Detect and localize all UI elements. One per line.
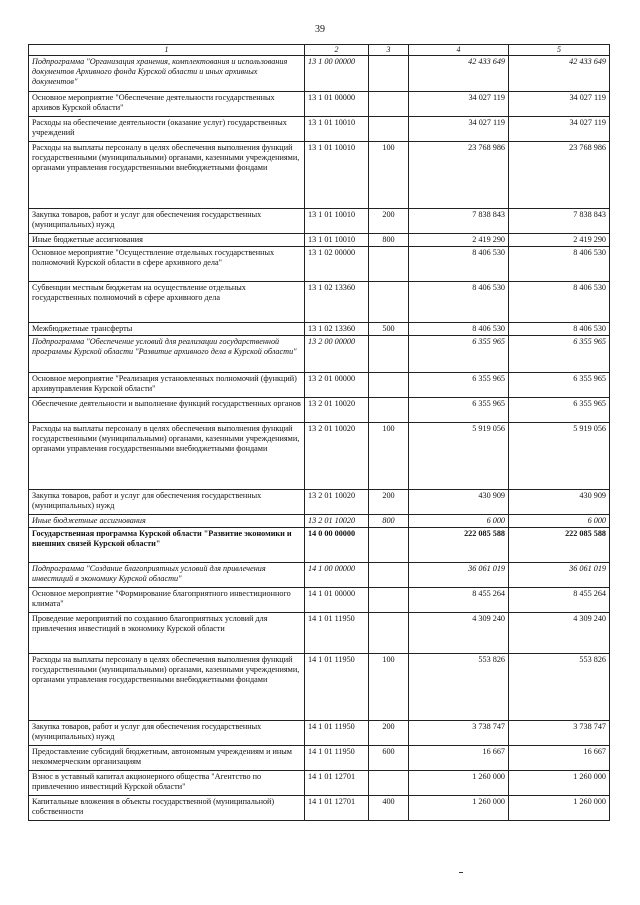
row-sum-year1-cell: 36 061 019 bbox=[409, 563, 509, 588]
row-sum-year2-cell: 8 406 530 bbox=[509, 282, 610, 323]
table-row bbox=[29, 746, 610, 771]
row-name-cell: Иные бюджетные ассигнования bbox=[29, 515, 305, 528]
table-row bbox=[29, 398, 610, 423]
header-col-5: 5 bbox=[509, 45, 610, 56]
row-sum-year1-cell: 6 355 965 bbox=[409, 398, 509, 423]
row-vr-cell: 500 bbox=[369, 323, 409, 336]
row-sum-year2-cell: 4 309 240 bbox=[509, 613, 610, 654]
row-vr-cell bbox=[369, 373, 409, 398]
row-vr-cell: 200 bbox=[369, 209, 409, 234]
row-sum-year2-cell: 6 000 bbox=[509, 515, 610, 528]
row-sum-year2-cell: 36 061 019 bbox=[509, 563, 610, 588]
row-code-cell: 13 2 01 00000 bbox=[305, 373, 369, 398]
row-sum-year1-cell: 1 260 000 bbox=[409, 771, 509, 796]
row-sum-year1-cell: 23 768 986 bbox=[409, 142, 509, 209]
row-sum-year2-cell: 3 738 747 bbox=[509, 721, 610, 746]
row-vr-cell bbox=[369, 247, 409, 282]
header-col-4: 4 bbox=[409, 45, 509, 56]
row-name-cell: Закупка товаров, работ и услуг для обеспечения государственных (муниципальных) нужд bbox=[29, 490, 305, 515]
row-sum-year2-cell: 6 355 965 bbox=[509, 398, 610, 423]
row-code-cell: 13 1 01 10010 bbox=[305, 117, 369, 142]
row-sum-year1-cell: 2 419 290 bbox=[409, 234, 509, 247]
row-vr-cell: 200 bbox=[369, 490, 409, 515]
row-vr-cell: 200 bbox=[369, 721, 409, 746]
row-name-cell: Иные бюджетные ассигнования bbox=[29, 234, 305, 247]
row-sum-year2-cell: 5 919 056 bbox=[509, 423, 610, 490]
row-vr-cell bbox=[369, 336, 409, 373]
row-code-cell: 14 1 01 00000 bbox=[305, 588, 369, 613]
row-sum-year1-cell: 553 826 bbox=[409, 654, 509, 721]
table-row bbox=[29, 515, 610, 528]
row-sum-year2-cell: 23 768 986 bbox=[509, 142, 610, 209]
row-sum-year1-cell: 4 309 240 bbox=[409, 613, 509, 654]
row-sum-year2-cell: 430 909 bbox=[509, 490, 610, 515]
row-code-cell: 13 1 02 00000 bbox=[305, 247, 369, 282]
row-vr-cell: 100 bbox=[369, 654, 409, 721]
table-row bbox=[29, 92, 610, 117]
row-sum-year2-cell: 8 406 530 bbox=[509, 323, 610, 336]
row-name-cell: Расходы на выплаты персоналу в целях обеспечения выполнения функций государственными (муниципальными) органами, казенными учреждениями, органами управления государственными внебюджетными фондами bbox=[29, 423, 305, 490]
row-code-cell: 13 1 01 10010 bbox=[305, 234, 369, 247]
row-name-cell: Основное мероприятие "Обеспечение деятельности государственных архивов Курской области" bbox=[29, 92, 305, 117]
row-code-cell: 14 1 00 00000 bbox=[305, 563, 369, 588]
row-vr-cell bbox=[369, 282, 409, 323]
table-row bbox=[29, 247, 610, 282]
row-name-cell: Основное мероприятие "Формирование благоприятного инвестиционного климата" bbox=[29, 588, 305, 613]
header-col-2: 2 bbox=[305, 45, 369, 56]
row-name-cell: Капитальные вложения в объекты государственной (муниципальной) собственности bbox=[29, 796, 305, 821]
row-sum-year1-cell: 8 406 530 bbox=[409, 247, 509, 282]
header-col-1: 1 bbox=[29, 45, 305, 56]
row-code-cell: 14 1 01 11950 bbox=[305, 654, 369, 721]
row-code-cell: 13 2 01 10020 bbox=[305, 398, 369, 423]
header-col-3: 3 bbox=[369, 45, 409, 56]
row-sum-year2-cell: 7 838 843 bbox=[509, 209, 610, 234]
row-code-cell: 13 2 01 10020 bbox=[305, 423, 369, 490]
row-name-cell: Расходы на выплаты персоналу в целях обеспечения выполнения функций государственными (муниципальными) органами, казенными учреждениями, органами управления государственными внебюджетными фондами bbox=[29, 142, 305, 209]
table-row bbox=[29, 373, 610, 398]
row-code-cell: 14 0 00 00000 bbox=[305, 528, 369, 563]
table-row bbox=[29, 209, 610, 234]
row-sum-year2-cell: 553 826 bbox=[509, 654, 610, 721]
row-code-cell: 13 2 01 10020 bbox=[305, 490, 369, 515]
row-code-cell: 13 1 01 10010 bbox=[305, 209, 369, 234]
row-sum-year1-cell: 8 406 530 bbox=[409, 282, 509, 323]
row-sum-year2-cell: 8 455 264 bbox=[509, 588, 610, 613]
row-name-cell: Закупка товаров, работ и услуг для обеспечения государственных (муниципальных) нужд bbox=[29, 209, 305, 234]
row-name-cell: Обеспечение деятельности и выполнение функций государственных органов bbox=[29, 398, 305, 423]
row-sum-year1-cell: 6 000 bbox=[409, 515, 509, 528]
row-name-cell: Государственная программа Курской области "Развитие экономики и внешних связей Курской области" bbox=[29, 528, 305, 563]
row-sum-year2-cell: 1 260 000 bbox=[509, 796, 610, 821]
table-row bbox=[29, 613, 610, 654]
table-row bbox=[29, 234, 610, 247]
table-header-row bbox=[29, 45, 610, 56]
table-row bbox=[29, 796, 610, 821]
row-sum-year1-cell: 3 738 747 bbox=[409, 721, 509, 746]
table-row bbox=[29, 56, 610, 92]
row-code-cell: 13 1 01 00000 bbox=[305, 92, 369, 117]
row-sum-year2-cell: 16 667 bbox=[509, 746, 610, 771]
table-row bbox=[29, 528, 610, 563]
table-row bbox=[29, 771, 610, 796]
table-row bbox=[29, 490, 610, 515]
row-name-cell: Взнос в уставный капитал акционерного общества "Агентство по привлечению инвестиций Курской области" bbox=[29, 771, 305, 796]
row-name-cell: Основное мероприятие "Реализация установленных полномочий (функций) архивуправления Курской области" bbox=[29, 373, 305, 398]
row-name-cell: Межбюджетные трансферты bbox=[29, 323, 305, 336]
table-row bbox=[29, 721, 610, 746]
row-sum-year2-cell: 1 260 000 bbox=[509, 771, 610, 796]
row-sum-year2-cell: 222 085 588 bbox=[509, 528, 610, 563]
row-sum-year2-cell: 34 027 119 bbox=[509, 92, 610, 117]
row-code-cell: 13 1 02 13360 bbox=[305, 323, 369, 336]
row-vr-cell bbox=[369, 613, 409, 654]
row-vr-cell bbox=[369, 771, 409, 796]
row-name-cell: Предоставление субсидий бюджетным, автономным учреждениям и иным некоммерческим организациям bbox=[29, 746, 305, 771]
row-sum-year1-cell: 8 406 530 bbox=[409, 323, 509, 336]
table-row bbox=[29, 117, 610, 142]
footer-mark bbox=[459, 872, 463, 873]
row-sum-year1-cell: 34 027 119 bbox=[409, 117, 509, 142]
row-vr-cell: 400 bbox=[369, 796, 409, 821]
row-vr-cell: 100 bbox=[369, 142, 409, 209]
table-row bbox=[29, 423, 610, 490]
row-name-cell: Расходы на обеспечение деятельности (оказание услуг) государственных учреждений bbox=[29, 117, 305, 142]
row-sum-year2-cell: 8 406 530 bbox=[509, 247, 610, 282]
row-vr-cell bbox=[369, 398, 409, 423]
row-sum-year2-cell: 6 355 965 bbox=[509, 336, 610, 373]
table-row bbox=[29, 588, 610, 613]
table-row bbox=[29, 142, 610, 209]
row-vr-cell bbox=[369, 528, 409, 563]
row-sum-year1-cell: 6 355 965 bbox=[409, 336, 509, 373]
row-sum-year1-cell: 8 455 264 bbox=[409, 588, 509, 613]
table-row bbox=[29, 336, 610, 373]
row-vr-cell: 800 bbox=[369, 515, 409, 528]
table-row bbox=[29, 323, 610, 336]
row-name-cell: Проведение мероприятий по созданию благоприятных условий для привлечения инвестиций в экономику Курской области bbox=[29, 613, 305, 654]
row-name-cell: Субвенции местным бюджетам на осуществление отдельных государственных полномочий в сфере архивного дела bbox=[29, 282, 305, 323]
row-vr-cell bbox=[369, 56, 409, 92]
row-vr-cell bbox=[369, 563, 409, 588]
row-code-cell: 13 1 02 13360 bbox=[305, 282, 369, 323]
row-name-cell: Подпрограмма "Создание благоприятных условий для привлечения инвестиций в экономику Курской области" bbox=[29, 563, 305, 588]
row-sum-year2-cell: 34 027 119 bbox=[509, 117, 610, 142]
row-code-cell: 13 1 00 00000 bbox=[305, 56, 369, 92]
row-sum-year2-cell: 42 433 649 bbox=[509, 56, 610, 92]
row-code-cell: 13 1 01 10010 bbox=[305, 142, 369, 209]
budget-table bbox=[28, 44, 610, 821]
row-code-cell: 14 1 01 12701 bbox=[305, 796, 369, 821]
row-sum-year2-cell: 6 355 965 bbox=[509, 373, 610, 398]
table-row bbox=[29, 563, 610, 588]
row-name-cell: Основное мероприятие "Осуществление отдельных государственных полномочий Курской области в сфере архивного дела" bbox=[29, 247, 305, 282]
row-sum-year2-cell: 2 419 290 bbox=[509, 234, 610, 247]
row-sum-year1-cell: 430 909 bbox=[409, 490, 509, 515]
row-vr-cell bbox=[369, 588, 409, 613]
row-vr-cell: 600 bbox=[369, 746, 409, 771]
page-number: 39 bbox=[315, 24, 325, 35]
row-code-cell: 13 2 01 10020 bbox=[305, 515, 369, 528]
row-vr-cell: 100 bbox=[369, 423, 409, 490]
row-code-cell: 14 1 01 11950 bbox=[305, 746, 369, 771]
row-sum-year1-cell: 7 838 843 bbox=[409, 209, 509, 234]
row-code-cell: 13 2 00 00000 bbox=[305, 336, 369, 373]
row-vr-cell bbox=[369, 92, 409, 117]
row-vr-cell: 800 bbox=[369, 234, 409, 247]
row-sum-year1-cell: 222 085 588 bbox=[409, 528, 509, 563]
row-code-cell: 14 1 01 11950 bbox=[305, 613, 369, 654]
row-sum-year1-cell: 42 433 649 bbox=[409, 56, 509, 92]
row-vr-cell bbox=[369, 117, 409, 142]
table-row bbox=[29, 282, 610, 323]
row-sum-year1-cell: 34 027 119 bbox=[409, 92, 509, 117]
row-code-cell: 14 1 01 12701 bbox=[305, 771, 369, 796]
table-row bbox=[29, 654, 610, 721]
row-name-cell: Расходы на выплаты персоналу в целях обеспечения выполнения функций государственными (муниципальными) органами, казенными учреждениями, органами управления государственными внебюджетными фондами bbox=[29, 654, 305, 721]
row-sum-year1-cell: 1 260 000 bbox=[409, 796, 509, 821]
row-name-cell: Закупка товаров, работ и услуг для обеспечения государственных (муниципальных) нужд bbox=[29, 721, 305, 746]
row-name-cell: Подпрограмма "Обеспечение условий для реализации государственной программы Курской области "Развитие архивного дела в Курской области" bbox=[29, 336, 305, 373]
row-name-cell: Подпрограмма "Организация хранения, комплектования и использования документов Архивного фонда Курской области и иных архивных документов" bbox=[29, 56, 305, 92]
row-sum-year1-cell: 6 355 965 bbox=[409, 373, 509, 398]
row-sum-year1-cell: 16 667 bbox=[409, 746, 509, 771]
row-code-cell: 14 1 01 11950 bbox=[305, 721, 369, 746]
row-sum-year1-cell: 5 919 056 bbox=[409, 423, 509, 490]
